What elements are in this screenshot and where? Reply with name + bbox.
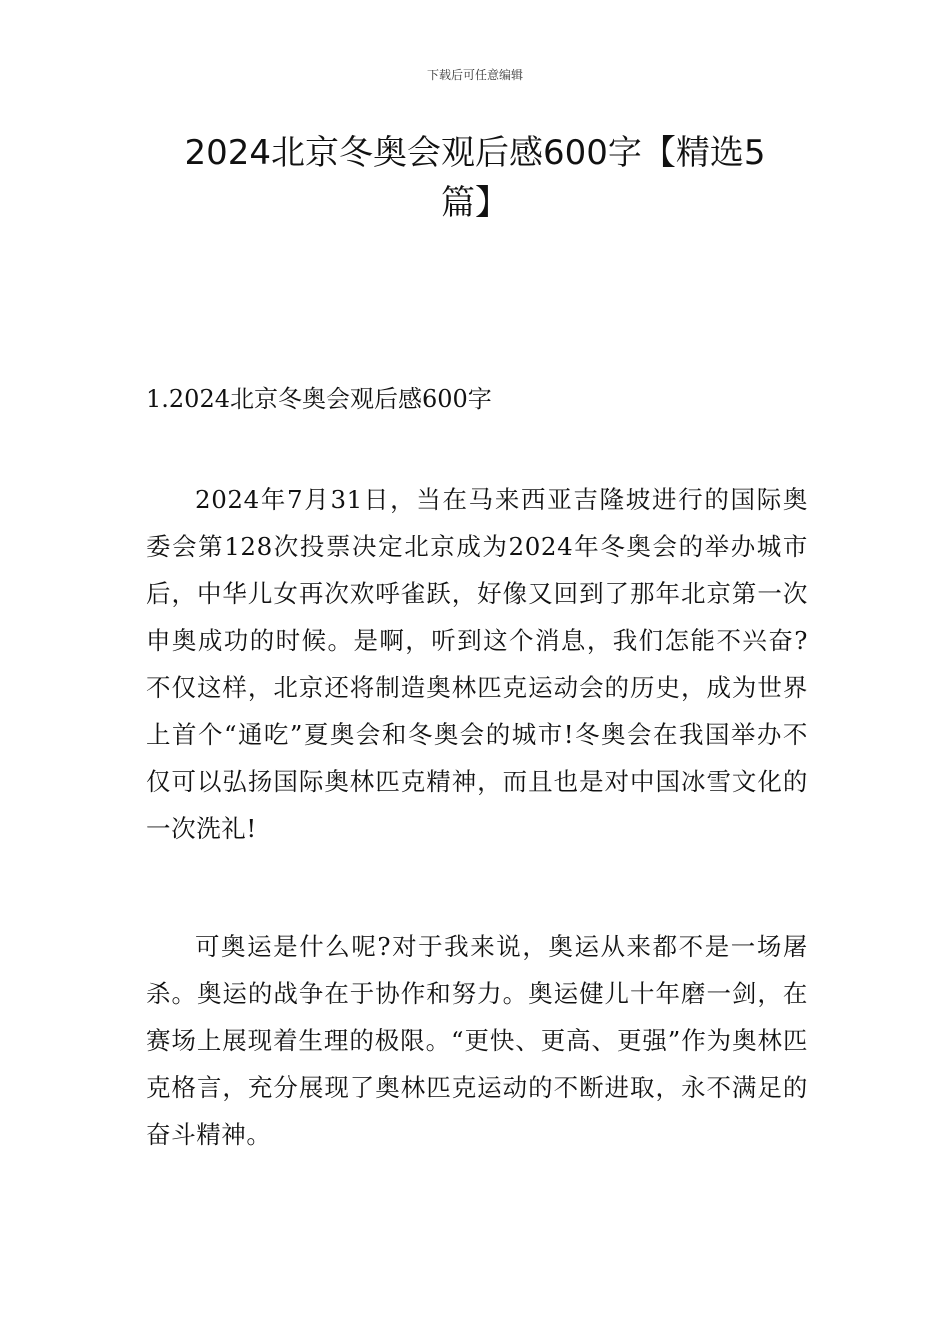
body-paragraph: 2024年7月31日，当在马来西亚吉隆坡进行的国际奥委会第128次投票决定北京成为2024年冬奥会的举办城市后，中华儿女再次欢呼雀跃，好像又回到了那年北京第一次申奥成功的时候。是啊，听到这个消息，我们怎能不兴奋?不仅这样，北京还将制造奥林匹克运动会的历史，成为世界上首个“通吃”夏奥会和冬奥会的城市!冬奥会在我国举办不仅可以弘扬国际奥林匹克精神，而且也是对中国冰雪文化的一次洗礼! [146,485,808,843]
section-heading: 1.2024北京冬奥会观后感600字 [146,385,492,413]
document-title: 2024北京冬奥会观后感600字【精选5篇】 [184,133,766,223]
body-paragraph: 可奥运是什么呢?对于我来说，奥运从来都不是一场屠杀。奥运的战争在于协作和努力。奥运健儿十年磨一剑，在赛场上展现着生理的极限。“更快、更高、更强”作为奥林匹克格言，充分展现了奥林匹克运动的不断进取，永不满足的奋斗精神。 [146,932,808,1149]
header-note: 下载后可任意编辑 [426,68,523,82]
